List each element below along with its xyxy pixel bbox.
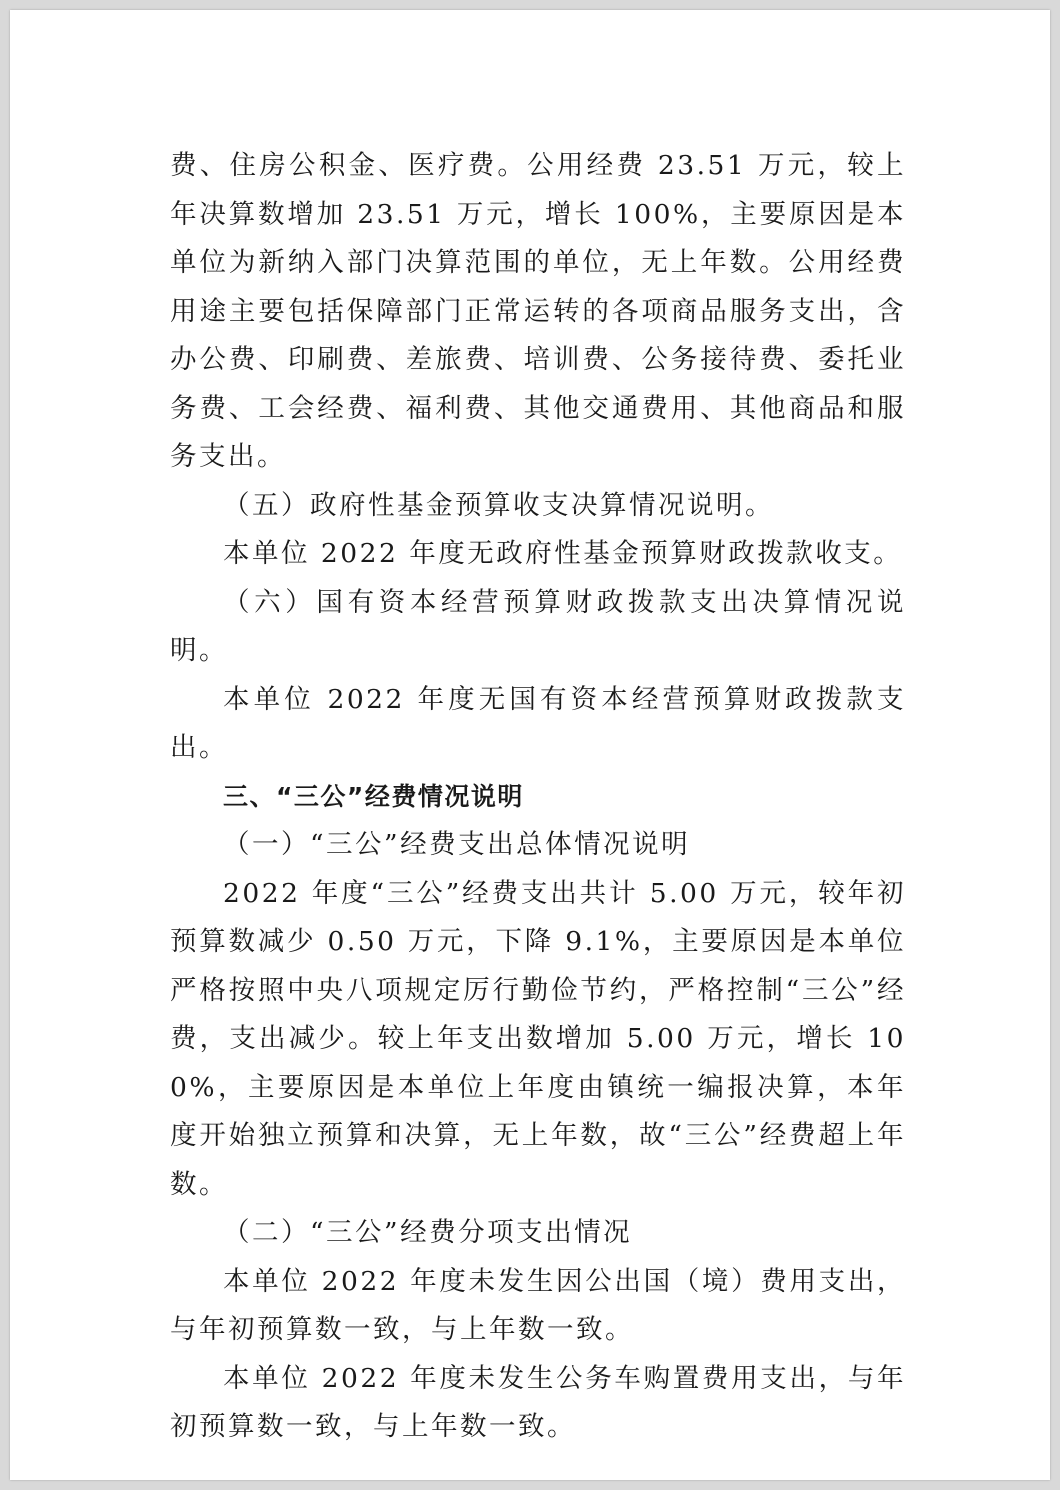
paragraph-overall: 2022 年度“三公”经费支出共计 5.00 万元，较年初预算数减少 0.50 万元，下降 9.1%，主要原因是本单位严格按照中央八项规定厉行勤俭节约，严格控制“三公”经费，支出减少。较上年支出数增加 5.00 万元，增长 100%，主要原因是本单位上年度由镇统一编报决算，本年度开始独立预算和决算，无上年数，故“三公”经费超上年数。 xyxy=(170,877,906,1200)
paragraph-government-fund: 本单位 2022 年度无政府性基金预算财政拨款收支。 xyxy=(223,538,903,569)
section-heading-government-fund: （五）政府性基金预算收支决算情况说明。 xyxy=(223,489,774,521)
paragraph-overseas-travel: 本单位 2022 年度未发生因公出国（境）费用支出，与年初预算数一致，与上年数一致。 xyxy=(170,1265,906,1345)
section-heading-itemized: （二）“三公”经费分项支出情况 xyxy=(223,1217,633,1248)
paragraph-state-capital: 本单位 2022 年度无国有资本经营预算财政拨款支出。 xyxy=(170,683,906,763)
document-page xyxy=(10,10,1050,1480)
paragraph-public-expenses: 费、住房公积金、医疗费。公用经费 23.51 万元，较上年决算数增加 23.51 万元，增长 100%，主要原因是本单位为新纳入部门决算范围的单位，无上年数。公用经费用途主要包括保障部门正常运转的各项商品服务支出，含办公费、印刷费、差旅费、培训费、公务接待费、委托业务费、工会经费、福利费、其他交通费用、其他商品和服务支出。 xyxy=(170,150,906,472)
section-heading-overall: （一）“三公”经费支出总体情况说明 xyxy=(223,829,691,860)
section-heading-state-capital: （六）国有资本经营预算财政拨款支出决算情况说明。 xyxy=(170,586,906,666)
chapter-heading-three-public: 三、“三公”经费情况说明 xyxy=(223,781,524,811)
paragraph-vehicle-purchase: 本单位 2022 年度未发生公务车购置费用支出，与年初预算数一致，与上年数一致。 xyxy=(170,1362,906,1442)
document-body xyxy=(170,142,906,1452)
